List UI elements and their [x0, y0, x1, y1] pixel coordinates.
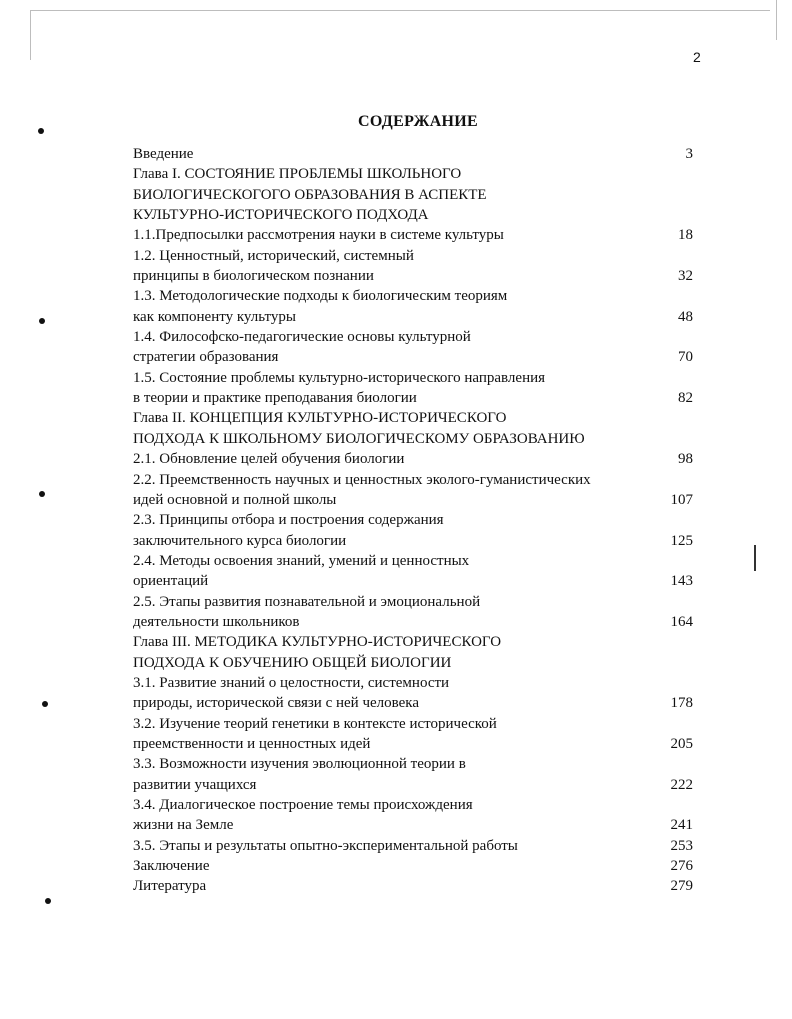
toc-entry-text: 1.5. Состояние проблемы культурно-исторического направления в теории и практике преподавания биологии [133, 369, 546, 407]
toc-entry-1-4 [133, 327, 693, 368]
toc-chapter-1-heading [133, 164, 693, 225]
toc-entry-text: Глава I. СОСТОЯНИЕ ПРОБЛЕМЫ ШКОЛЬНОГО БИОЛОГИЧЕСКОГОГО ОБРАЗОВАНИЯ В АСПЕКТЕ КУЛЬТУРНО-ИСТОРИЧЕСКОГО ПОДХОДА [133, 166, 487, 224]
toc-entry-3-4 [133, 795, 693, 836]
toc-entry-page: 164 [670, 613, 693, 630]
scan-border-left [30, 10, 31, 60]
toc-entry-text: 1.2. Ценностный, исторический, системный принципы в биологическом познании [133, 247, 414, 285]
toc-entry-page: 276 [670, 858, 693, 875]
binder-hole-mark [42, 701, 48, 707]
toc-entry-page: 107 [670, 491, 693, 508]
toc-entry-page: 205 [670, 735, 693, 752]
toc-entry-1-2 [133, 246, 693, 287]
toc-entry-text: 3.2. Изучение теорий генетики в контексте исторической преемственности и ценностных идей [133, 715, 497, 752]
page-number: 2 [693, 49, 701, 65]
toc-entry-text: Заключение [133, 858, 210, 875]
binder-hole-mark [39, 491, 45, 497]
toc-entry-page: 82 [678, 390, 693, 407]
toc-entry-conclusion [133, 856, 693, 876]
scan-edge-mark [754, 545, 756, 571]
toc-entry-text: Литература [133, 878, 207, 895]
toc-entry-page: 143 [670, 573, 693, 590]
toc-entry-page: 32 [678, 268, 693, 285]
toc-entry-page: 222 [670, 776, 693, 793]
toc-entry-text: 3.5. Этапы и результаты опытно-экспериментальной работы [133, 837, 518, 854]
toc-entry-page: 241 [670, 817, 693, 834]
toc-entry-introduction [133, 144, 693, 164]
toc-entry-3-3 [133, 754, 693, 795]
toc-entry-text: 3.3. Возможности изучения эволюционной теории в развитии учащихся [133, 756, 466, 793]
toc-entry-page: 70 [678, 349, 693, 366]
toc-entry-2-5 [133, 592, 693, 633]
toc-entry-text: Глава II. КОНЦЕПЦИЯ КУЛЬТУРНО-ИСТОРИЧЕСКОГО ПОДХОДА К ШКОЛЬНОМУ БИОЛОГИЧЕСКОМУ ОБРАЗОВАНИЮ [133, 410, 585, 447]
toc-chapter-2-heading [133, 408, 693, 449]
toc-entry-text: 2.4. Методы освоения знаний, умений и ценностных ориентаций [133, 552, 470, 590]
toc-entry-text: Глава III. МЕТОДИКА КУЛЬТУРНО-ИСТОРИЧЕСКОГО ПОДХОДА К ОБУЧЕНИЮ ОБЩЕЙ БИОЛОГИИ [133, 634, 502, 671]
toc-entry-text: 2.5. Этапы развития познавательной и эмоциональной деятельности школьников [133, 593, 481, 630]
toc-entry-text: 2.2. Преемственность научных и ценностных эколого-гуманистических идей основной и полной школы [133, 471, 591, 508]
toc-entry-text: 1.1.Предпосылки рассмотрения науки в системе культуры [133, 227, 504, 244]
toc-entry-text: 2.1. Обновление целей обучения биологии [133, 451, 405, 468]
toc-entry-3-5 [133, 836, 693, 856]
toc-entry-2-3 [133, 510, 693, 551]
toc-entry-3-2 [133, 714, 693, 755]
toc-entry-text: Введение [133, 146, 194, 162]
toc-entry-text: 1.4. Философско-педагогические основы культурной стратегии образования [133, 329, 471, 366]
scan-border-right [776, 0, 777, 40]
toc-entry-page: 18 [678, 227, 693, 244]
toc-entry-1-3 [133, 286, 693, 327]
toc-entry-page: 279 [670, 878, 693, 895]
toc-entry-page: 253 [670, 837, 693, 854]
toc-entry-2-4 [133, 551, 693, 592]
toc-entry-text: 3.1. Развитие знаний о целостности, системности природы, исторической связи с ней человека [133, 674, 450, 712]
toc-entry-page: 48 [678, 308, 693, 325]
page-title: СОДЕРЖАНИЕ [357, 113, 479, 130]
toc-entry-page: 98 [678, 451, 693, 468]
toc-entry-text: 3.4. Диалогическое построение темы происхождения жизни на Земле [133, 797, 473, 834]
toc-entry-text: 1.3. Методологические подходы к биологическим теориям как компоненту культуры [133, 288, 508, 325]
binder-hole-mark [45, 898, 51, 904]
toc-entry-1-1 [133, 225, 693, 245]
toc-entry-literature [133, 876, 693, 896]
toc-entry-1-5 [133, 368, 693, 409]
binder-hole-mark [39, 318, 45, 324]
scan-border-top [30, 10, 770, 11]
toc-entry-page: 125 [670, 532, 693, 549]
toc-entry-page: 3 [685, 146, 693, 162]
toc-entry-2-1 [133, 449, 693, 469]
toc-entry-2-2 [133, 470, 693, 511]
toc-entry-text: 2.3. Принципы отбора и построения содержания заключительного курса биологии [133, 512, 444, 549]
toc-entry-3-1 [133, 673, 693, 714]
toc-entry-page: 178 [670, 695, 693, 712]
toc-chapter-3-heading [133, 632, 693, 673]
table-of-contents [133, 144, 693, 897]
